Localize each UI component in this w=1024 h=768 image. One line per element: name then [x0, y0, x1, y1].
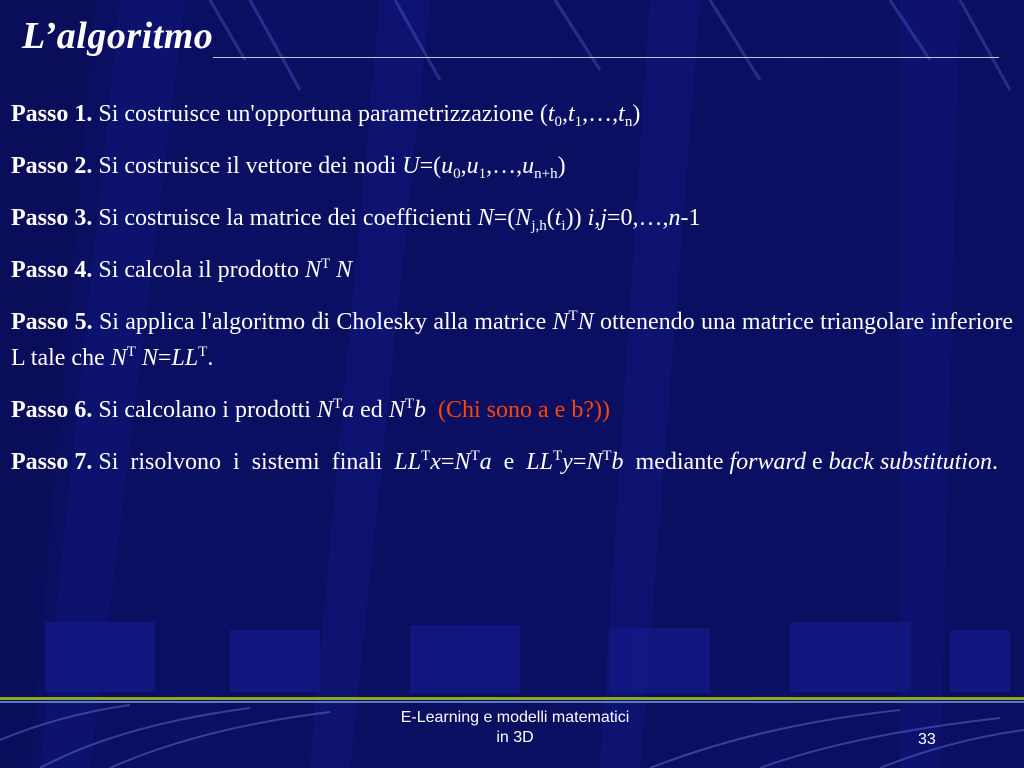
footer-line-2: in 3D: [496, 729, 534, 746]
step-label: Passo 1.: [11, 101, 93, 127]
slide-title: L’algoritmo: [22, 15, 214, 57]
steps-list: [11, 96, 1013, 496]
step-text: Si calcolano i prodotti $N^Ta$ ed $N^Tb$: [98, 396, 426, 423]
step-text: Si risolvono i sistemi finali $LL^Tx=N^Ta$ e $LL^Ty=N^Tb$ mediante forward e back substitution.: [98, 448, 998, 475]
step-2: [11, 148, 1013, 184]
footer-line-1: E-Learning e modelli matematici: [400, 709, 630, 726]
step-text: Si costruisce la matrice dei coefficienti $N=(N_{j,h}(t_i))$ i,j=0,…,n-1: [98, 205, 701, 234]
step-text: Si costruisce il vettore dei nodi $U=(u_0,u_1,\dots,u_{n+h})$: [98, 153, 566, 182]
step-label: Passo 2.: [11, 153, 93, 179]
step-label: Passo 6.: [11, 397, 93, 423]
step-6: [11, 392, 1013, 428]
step-label: Passo 5.: [11, 309, 93, 335]
step-text: Si costruisce un'opportuna parametrizzazione $(t_0,t_1,\dots,t_n)$: [98, 101, 641, 130]
step-label: Passo 4.: [11, 257, 93, 283]
step-label: Passo 3.: [11, 205, 93, 231]
step-label: Passo 7.: [11, 449, 93, 475]
step-1: [11, 96, 1013, 132]
step-note: (Chi sono a e b?)): [438, 397, 610, 423]
step-3: [11, 200, 1013, 236]
step-5: [11, 304, 1013, 376]
footer-caption: [365, 708, 665, 748]
step-7: [11, 444, 1013, 480]
page-number: 33: [918, 731, 936, 748]
footer-rule-blue: [0, 701, 1024, 703]
step-4: [11, 252, 1013, 288]
step-text: Si calcola il prodotto $N^T$ N: [98, 256, 353, 283]
footer-rule-green: [0, 697, 1024, 700]
step-text: Si applica l'algoritmo di Cholesky alla matrice $N^TN$ ottenendo una matrice triangolare inferiore L tale che $N^T$ $N=LL^T$.: [11, 308, 1014, 371]
title-underline: [213, 57, 999, 58]
